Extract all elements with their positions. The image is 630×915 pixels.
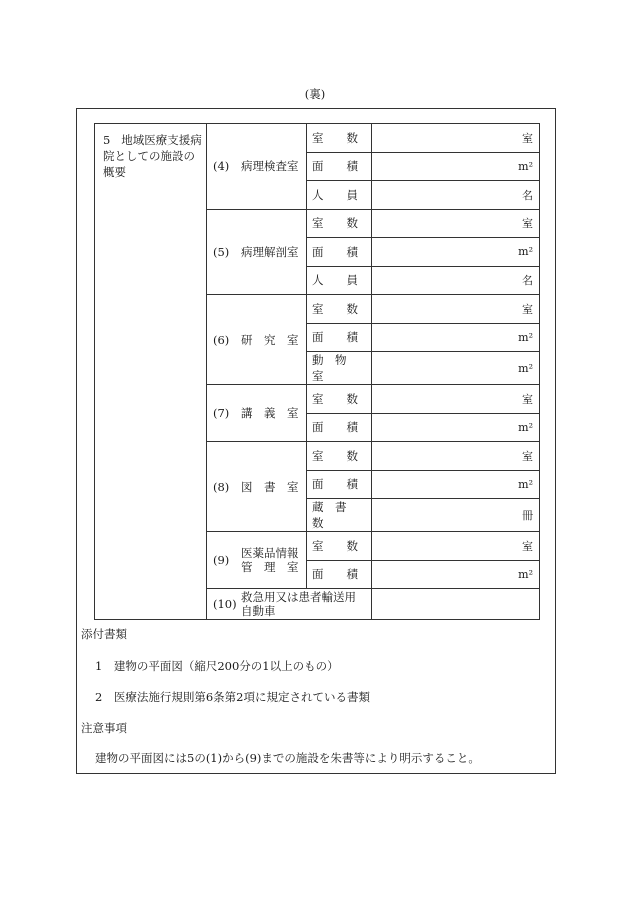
unit-label: 名 <box>522 188 533 202</box>
area-field[interactable] <box>372 413 540 442</box>
unit-label: 冊 <box>522 509 533 522</box>
unit-label: 室 <box>522 392 533 406</box>
unit-label: m² <box>518 159 533 173</box>
attachment-item: 2 医療法施行規則第6条第2項に規定されている書類 <box>95 690 370 704</box>
item-label: 室 数 <box>307 209 372 238</box>
unit-label: 室 <box>522 217 533 231</box>
facility-number: (5) <box>213 244 230 259</box>
facility-name: 病理検査室 <box>241 159 299 174</box>
room-count-field[interactable] <box>372 442 540 471</box>
item-label: 室 数 <box>307 532 372 561</box>
room-count-field[interactable] <box>372 124 540 153</box>
item-label: 室 数 <box>307 124 372 153</box>
item-label: 蔵 書 数 <box>307 499 372 532</box>
facility-autopsy-room <box>207 209 307 295</box>
item-label: 面 積 <box>307 560 372 589</box>
section-label-cell <box>95 124 207 620</box>
unit-label: m² <box>518 567 533 581</box>
page-side-label: (裏) <box>304 87 326 101</box>
item-label: 室 数 <box>307 442 372 471</box>
item-label: 室 数 <box>307 385 372 414</box>
area-field[interactable] <box>372 470 540 499</box>
facility-number: (4) <box>213 159 230 174</box>
unit-label: 室 <box>522 539 533 553</box>
unit-label: m² <box>518 361 533 375</box>
ambulance-field[interactable] <box>372 589 540 620</box>
facility-number: (9) <box>213 553 230 567</box>
unit-label: m² <box>518 330 533 344</box>
facility-name-line2: 自動車 <box>241 604 276 618</box>
area-field[interactable] <box>372 238 540 267</box>
section-number: 5 <box>103 133 111 147</box>
facility-name-line1: 救急用又は患者輸送用 <box>241 590 356 604</box>
animal-room-area-field[interactable] <box>372 352 540 385</box>
item-label: 面 積 <box>307 413 372 442</box>
facility-name: 病理解剖室 <box>241 244 299 259</box>
staff-field[interactable] <box>372 181 540 210</box>
facility-name: 図 書 室 <box>241 479 299 494</box>
facility-name: 研 究 室 <box>241 332 299 347</box>
staff-field[interactable] <box>372 266 540 295</box>
item-label: 動 物 室 <box>307 352 372 385</box>
unit-label: m² <box>518 477 533 491</box>
attachments-heading: 添付書類 <box>81 627 127 641</box>
facility-table <box>94 123 540 620</box>
section-label: 地域医療支援病院としての施設の概要 <box>103 133 202 179</box>
facility-name: 講 義 室 <box>241 406 299 420</box>
facility-name-line1: 医薬品情報 <box>241 546 299 560</box>
room-count-field[interactable] <box>372 209 540 238</box>
room-count-field[interactable] <box>372 295 540 324</box>
facility-library <box>207 442 307 532</box>
facility-number: (10) <box>213 597 237 611</box>
facility-drug-info-room <box>207 532 307 589</box>
facility-number: (7) <box>213 406 230 420</box>
item-label: 人 員 <box>307 266 372 295</box>
item-label: 面 積 <box>307 323 372 352</box>
unit-label: 室 <box>522 131 533 145</box>
facility-lecture-room <box>207 385 307 442</box>
area-field[interactable] <box>372 560 540 589</box>
unit-label: m² <box>518 420 533 434</box>
facility-pathology-lab <box>207 124 307 210</box>
item-label: 室 数 <box>307 295 372 324</box>
item-label: 人 員 <box>307 181 372 210</box>
attachment-item: 1 建物の平面図（縮尺200分の1以上のもの） <box>95 659 339 673</box>
unit-label: 室 <box>522 302 533 316</box>
notes-heading: 注意事項 <box>81 721 127 735</box>
unit-label: m² <box>518 245 533 259</box>
room-count-field[interactable] <box>372 385 540 414</box>
room-count-field[interactable] <box>372 532 540 561</box>
item-label: 面 積 <box>307 152 372 181</box>
facility-name-line2: 管 理 室 <box>241 560 299 574</box>
facility-number: (6) <box>213 332 230 347</box>
item-label: 面 積 <box>307 238 372 267</box>
facility-number: (8) <box>213 479 230 494</box>
facility-research-room <box>207 295 307 385</box>
area-field[interactable] <box>372 152 540 181</box>
unit-label: 室 <box>522 449 533 463</box>
notes-text: 建物の平面図には5の(1)から(9)までの施設を朱書等により明示すること。 <box>95 751 480 765</box>
area-field[interactable] <box>372 323 540 352</box>
facility-ambulance <box>207 589 372 620</box>
unit-label: 名 <box>522 274 533 288</box>
book-count-field[interactable] <box>372 499 540 532</box>
item-label: 面 積 <box>307 470 372 499</box>
